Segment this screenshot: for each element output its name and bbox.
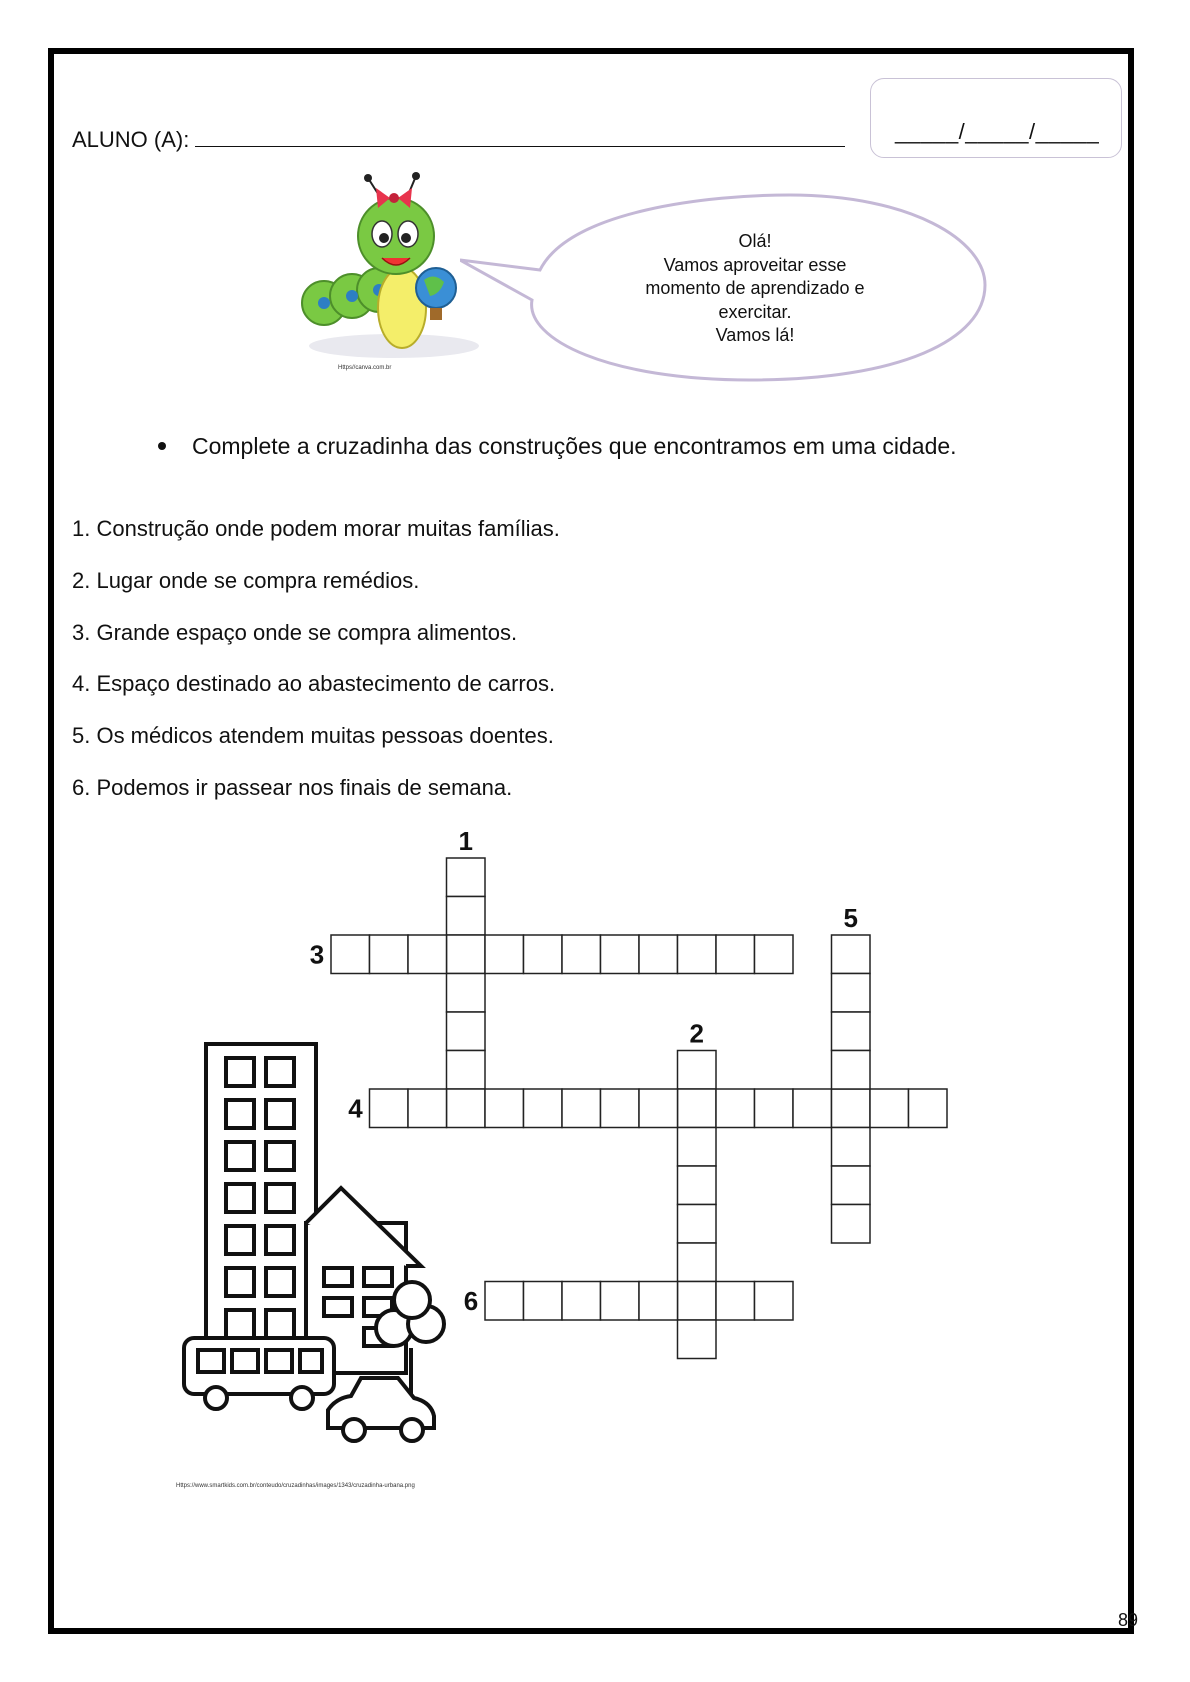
crossword-cell[interactable] [678, 935, 717, 974]
crossword-cell[interactable] [562, 1282, 601, 1321]
crossword-cell[interactable] [755, 1282, 794, 1321]
speech-bubble-text [590, 230, 920, 348]
crossword-number: 3 [309, 939, 325, 970]
crossword-cell[interactable] [485, 1089, 524, 1128]
crossword-cell[interactable] [447, 974, 486, 1013]
illustration-credit: Https://www.smartkids.com.br/conteudo/cruzadinhas/images/1343/cruzadinha-urbana.png [176, 1483, 415, 1489]
clue-item: 5. Os médicos atendem muitas pessoas doentes. [72, 723, 554, 749]
instruction-text: Complete a cruzadinha das construções que encontramos em uma cidade. [192, 433, 957, 459]
crossword-cell[interactable] [832, 974, 871, 1013]
crossword-cell[interactable] [832, 935, 871, 974]
crossword-cell[interactable] [870, 1089, 909, 1128]
clue-item: 3. Grande espaço onde se compra alimentos. [72, 619, 518, 645]
crossword-cell[interactable] [832, 1012, 871, 1051]
crossword-cell[interactable] [447, 1012, 486, 1051]
crossword-cell[interactable] [447, 858, 486, 897]
crossword-number: 6 [463, 1285, 479, 1316]
crossword-number: 1 [458, 826, 473, 856]
crossword-cell[interactable] [524, 935, 563, 974]
crossword-cell[interactable] [447, 1051, 486, 1090]
crossword-cell[interactable] [447, 935, 486, 974]
page-number: 89 [1118, 1610, 1139, 1630]
crossword-cell[interactable] [447, 1089, 486, 1128]
crossword-cell[interactable] [832, 1128, 871, 1167]
speech-line: Vamos aproveitar esse [663, 254, 847, 275]
crossword-cell[interactable] [601, 1282, 640, 1321]
crossword-cell[interactable] [678, 1166, 717, 1205]
mascot-credit: Https//canva.com.br [338, 365, 392, 371]
crossword-cell[interactable] [832, 1089, 871, 1128]
crossword-cell[interactable] [755, 1089, 794, 1128]
speech-line: Vamos lá! [715, 325, 795, 345]
speech-line: Olá! [738, 231, 772, 251]
student-name-label: ALUNO (A): [72, 127, 190, 152]
crossword-cell[interactable] [408, 1089, 447, 1128]
instruction [158, 433, 957, 460]
crossword-cell[interactable] [485, 1282, 524, 1321]
crossword-cell[interactable] [562, 1089, 601, 1128]
crossword-cell[interactable] [909, 1089, 948, 1128]
crossword-number: 2 [689, 1018, 704, 1049]
crossword-cell[interactable] [331, 935, 370, 974]
crossword-cell[interactable] [562, 935, 601, 974]
crossword-cell[interactable] [408, 935, 447, 974]
speech-line: momento de aprendizado e [645, 278, 865, 298]
crossword-cell[interactable] [678, 1205, 717, 1244]
crossword-cell[interactable] [639, 935, 678, 974]
crossword-cell[interactable] [485, 935, 524, 974]
date-field[interactable]: _____/_____/_____ [895, 119, 1100, 144]
crossword-cell[interactable] [755, 935, 794, 974]
crossword-cell[interactable] [716, 935, 755, 974]
clue-item: 6. Podemos ir passear nos finais de semana. [72, 774, 513, 800]
crossword-cell[interactable] [678, 1243, 717, 1282]
crossword-cell[interactable] [678, 1051, 717, 1090]
crossword-cell[interactable] [716, 1282, 755, 1321]
crossword-cell[interactable] [601, 1089, 640, 1128]
crossword-cell[interactable] [678, 1282, 717, 1321]
crossword-cell[interactable] [370, 1089, 409, 1128]
student-name-field[interactable] [72, 126, 845, 153]
clue-item: 2. Lugar onde se compra remédios. [72, 567, 420, 593]
clue-item: 4. Espaço destinado ao abastecimento de carros. [72, 671, 556, 697]
crossword-cell[interactable] [370, 935, 409, 974]
crossword-cell[interactable] [639, 1089, 678, 1128]
speech-line: exercitar. [718, 301, 792, 322]
crossword-cell[interactable] [524, 1089, 563, 1128]
crossword-cell[interactable] [716, 1089, 755, 1128]
crossword-number: 5 [843, 903, 858, 933]
crossword-cell[interactable] [678, 1128, 717, 1167]
crossword-cell[interactable] [832, 1205, 871, 1244]
clue-item: 1. Construção onde podem morar muitas famílias. [72, 516, 560, 541]
crossword-cell[interactable] [601, 935, 640, 974]
crossword-cell[interactable] [793, 1089, 832, 1128]
crossword-cell[interactable] [447, 897, 486, 936]
crossword-cell[interactable] [832, 1166, 871, 1205]
crossword-cell[interactable] [678, 1320, 717, 1359]
student-name-line[interactable] [195, 126, 845, 147]
crossword-cell[interactable] [639, 1282, 678, 1321]
clue-list [72, 516, 560, 827]
crossword-cell[interactable] [832, 1051, 871, 1090]
bullet-icon [158, 442, 166, 450]
crossword-cell[interactable] [678, 1089, 717, 1128]
crossword-cell[interactable] [524, 1282, 563, 1321]
crossword-number: 4 [348, 1093, 363, 1124]
date-box[interactable] [870, 78, 1122, 158]
